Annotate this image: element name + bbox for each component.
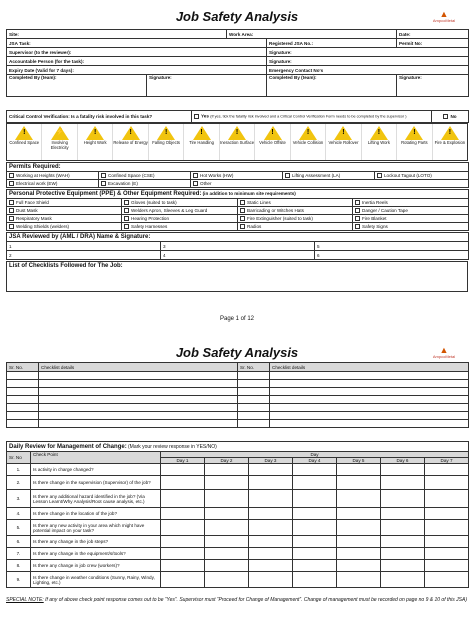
daily-review-heading: Daily Review for Management of Change: (9, 443, 127, 450)
checkpoint-text: Is there change in the supervision (Supervisor) of the job? (31, 476, 161, 490)
permit-no-field[interactable]: Permit No: (397, 39, 469, 48)
checkpoint-no: 8. (7, 560, 31, 572)
checkpoint-no: 2. (7, 476, 31, 490)
ppe-item[interactable]: Safety Harnesses (122, 223, 238, 231)
accountable-signature-field[interactable]: Signature: (267, 57, 469, 66)
completed-by-field-2[interactable]: Completed By (team): (267, 75, 397, 97)
ccv-yes-label: Yes (201, 113, 209, 119)
completed-signature-field-2[interactable]: Signature: (397, 75, 469, 97)
dr-day-4: Day 4 (293, 458, 337, 464)
ppe-item[interactable]: Full Face Shield (7, 199, 122, 207)
hazard-vehicle-rollover[interactable]: ! Vehicle Rollover (326, 124, 361, 160)
permit-checkbox[interactable] (9, 173, 14, 178)
cl-header-srno: Sr. No. (7, 363, 39, 372)
permit-wah[interactable]: Working at Heights (WAH) (7, 172, 99, 180)
dr-day-7: Day 7 (425, 458, 469, 464)
dr-header-checkpoint: Check Point (31, 452, 161, 464)
falling-objects-icon: ! (157, 126, 175, 140)
dr-day-6: Day 6 (381, 458, 425, 464)
accountable-person-field[interactable]: Accountable Person (for the task): (7, 57, 267, 66)
vehicle-collision-icon: ! (299, 126, 317, 140)
ppe-item[interactable]: Safety Signs (353, 223, 469, 231)
checkpoint-no: 5. (7, 520, 31, 536)
emergency-contact-field[interactable]: Emergency Contact No's (267, 66, 469, 75)
checkpoint-no: 1. (7, 464, 31, 476)
ppe-item[interactable]: Radios (238, 223, 353, 231)
dr-day-1: Day 1 (161, 458, 205, 464)
cl-header-details: Checklist details (39, 363, 238, 372)
jsa-task-field[interactable]: JSA Task: (7, 39, 267, 48)
special-note-label: SPECIAL NOTE: (6, 597, 44, 603)
supervisor-signature-field[interactable]: Signature: (267, 48, 469, 57)
ppe-item[interactable]: Fire Blanket (353, 215, 469, 223)
rotating-parts-icon: ! (405, 126, 423, 140)
ppe-item[interactable]: Welders Apron, Sleeves & Leg Guard (122, 207, 238, 215)
reviewer-1[interactable]: 1 (7, 242, 161, 251)
permit-e[interactable]: Excavation (E) (99, 180, 191, 188)
checkpoint-no: 4. (7, 508, 31, 520)
critical-control-row (6, 110, 469, 123)
site-field[interactable]: Site: (7, 30, 227, 39)
permit-ew[interactable]: Electrical work (EW) (7, 180, 99, 188)
permit-checkbox[interactable] (101, 181, 106, 186)
ccv-no-checkbox[interactable] (443, 114, 448, 119)
permit-cse[interactable]: Confined Space (CSE) (99, 172, 191, 180)
registered-jsa-no-field[interactable]: Registered JSA No.: (267, 39, 397, 48)
reviewer-6[interactable]: 6 (315, 251, 469, 260)
reviewer-5[interactable]: 5 (315, 242, 469, 251)
permit-checkbox[interactable] (193, 181, 198, 186)
ppe-item[interactable]: Dust Mask (7, 207, 122, 215)
tire-handling-icon: ! (193, 126, 211, 140)
hazard-height-work[interactable]: ! Height Work (78, 124, 113, 160)
checkpoint-text: Is activity in charge changed? (31, 464, 161, 476)
ppe-item[interactable]: Welding Shields (welders) (7, 223, 122, 231)
ppe-item[interactable]: Static Lines (238, 199, 353, 207)
cl-header-details-2: Checklist details (270, 363, 469, 372)
special-note-text: If any of above check point response comes out to be “Yes”. Supervisor must “Proceed for Change of Management”. Change of management must be recorded on page no 9 & 10 of this JSA) (43, 597, 467, 603)
checklists-followed-table (6, 261, 468, 292)
hazard-interaction-surface[interactable]: ! Ineraction Surface (220, 124, 255, 160)
permit-checkbox[interactable] (377, 173, 382, 178)
daily-review-subheading: (Mark your review response in YES/NO) (127, 443, 217, 450)
ppe-item[interactable]: Inertia Reels (353, 199, 469, 207)
checkpoint-no: 9. (7, 572, 31, 588)
release-energy-icon: ! (122, 126, 140, 140)
permit-checkbox[interactable] (285, 173, 290, 178)
cl-header-srno-2: Sr. No. (238, 363, 270, 372)
page1-title: Job Safety Analysis (175, 9, 299, 24)
permits-table (6, 162, 469, 188)
hazard-electricity[interactable]: ⚡ Involving Electricity (42, 124, 77, 160)
permit-loto[interactable]: Lockout Tagout (LOTO) (375, 172, 469, 180)
dr-day-3: Day 3 (249, 458, 293, 464)
permit-checkbox[interactable] (9, 181, 14, 186)
dr-day-5: Day 5 (337, 458, 381, 464)
checkpoint-text: Is there any change in job crew (workers)? (31, 560, 161, 572)
fatality-hazards-row (6, 123, 468, 161)
ppe-table (6, 189, 469, 231)
checkpoint-no: 7. (7, 548, 31, 560)
dr-day-2: Day 2 (205, 458, 249, 464)
checkpoint-no: 3. (7, 490, 31, 508)
checkpoint-text: Is there any change in the job steps? (31, 536, 161, 548)
hazard-lifting-work[interactable]: ! Lifting Work (362, 124, 397, 160)
checklist-details-table (6, 362, 469, 428)
permit-checkbox[interactable] (101, 173, 106, 178)
company-logo-2: ▲ AmpcoMetal (432, 345, 456, 359)
checklists-heading[interactable]: List of Checklists Followed for The Job: (7, 262, 468, 292)
fire-explosion-icon: ! (441, 126, 459, 140)
page2-title: Job Safety Analysis (175, 345, 299, 360)
ppe-subheading: (in addition to minimum site requirements) (202, 191, 296, 196)
reviewed-heading: JSA Reviewed by (AML / DRA) Name & Signature: (7, 233, 469, 242)
ppe-item[interactable]: Fire Extinguisher (suited to task) (238, 215, 353, 223)
work-area-field[interactable]: Work Area: (227, 30, 397, 39)
jsa-reviewed-table (6, 232, 469, 260)
supervisor-field[interactable]: Supervisor (to the reviewer): (7, 48, 267, 57)
ccv-yes-note: (If yes, tick the fatality risk involved and a Critical Control Verification Form needs to be completed by the supervisor ) (210, 114, 407, 119)
page-number: Page 1 of 12 (219, 316, 255, 322)
expiry-date-field[interactable]: Expiry Date (Valid for 7 days): (7, 66, 267, 75)
hazard-rotating-parts[interactable]: ! Rotating Parts (397, 124, 432, 160)
date-field[interactable]: Date: (397, 30, 469, 39)
height-work-icon: ! (86, 126, 104, 140)
hazard-vehicle-offsite[interactable]: ! Vehicle Offsite (255, 124, 290, 160)
ppe-item[interactable]: Respiratory Mask (7, 215, 122, 223)
permit-checkbox[interactable] (193, 173, 198, 178)
reviewer-3[interactable]: 3 (161, 242, 315, 251)
permit-other[interactable]: Other (191, 180, 469, 188)
checkpoint-text: Is there any new activity in your area which might have potential impact on your task? (31, 520, 161, 536)
lifting-work-icon: ! (370, 126, 388, 140)
special-note (6, 597, 468, 603)
vehicle-rollover-icon: ! (334, 126, 352, 140)
ppe-item[interactable]: Danger / Caution Tape (353, 207, 469, 215)
ppe-item[interactable]: Barricading or Witches Hats (238, 207, 353, 215)
ccv-no-label: No (450, 113, 457, 119)
dr-header-srno: Sr. No (7, 452, 31, 464)
ppe-item[interactable]: Hearing Protection (122, 215, 238, 223)
hazard-falling-objects[interactable]: ! Falling Objects (149, 124, 184, 160)
checkpoint-text: Is there change in the location of the job? (31, 508, 161, 520)
completed-signature-field-1[interactable]: Signature: (147, 75, 267, 97)
hazard-vehicle-collision[interactable]: ! Vehicle Collision (291, 124, 326, 160)
ppe-item[interactable]: Gloves (suited to task) (122, 199, 238, 207)
daily-review-table (6, 441, 469, 588)
checkpoint-no: 6. (7, 536, 31, 548)
permits-heading: Permits Required: (7, 163, 469, 172)
completed-by-field-1[interactable]: Completed By (team): (7, 75, 147, 97)
confined-space-icon: ! (15, 126, 33, 140)
permit-la[interactable]: Lifting Assessment (LA) (283, 172, 375, 180)
reviewer-2[interactable]: 2 (7, 251, 161, 260)
hazard-fire-explosion[interactable]: ! Fire & Explosion (433, 124, 467, 160)
permit-hw[interactable]: Hot Works (HW) (191, 172, 283, 180)
hazard-release-energy[interactable]: ! Release of Energy (113, 124, 148, 160)
hazard-tire-handling[interactable]: ! Tire Handling (184, 124, 219, 160)
vehicle-offsite-icon: ! (264, 126, 282, 140)
checkpoint-text: Is there any additional hazard identified in the job? (Via Lesson Learnt/Why Analysis/Root cause analysis, etc.) (31, 490, 161, 508)
header-info-table (6, 29, 469, 97)
ppe-heading: Personal Protective Equipment (PPE) & Other Equipment Required: (9, 191, 202, 197)
dr-header-day: Day (161, 452, 469, 458)
company-logo: ▲ AmpcoMetal (432, 9, 456, 23)
hazard-confined-space[interactable]: ! Confined Space (7, 124, 42, 160)
electricity-icon: ⚡ (51, 126, 69, 140)
reviewer-4[interactable]: 4 (161, 251, 315, 260)
ccv-yes-checkbox[interactable] (194, 114, 199, 119)
interaction-surface-icon: ! (228, 126, 246, 140)
checkpoint-text: Is there any change in the equipment/s/tools? (31, 548, 161, 560)
ccv-question: Critical Control Verification: Is a fatality risk involved in this task? (7, 111, 192, 123)
checkpoint-text: Is there change in weather conditions (Sunny, Rainy, Windy, Lighting, etc.) (31, 572, 161, 588)
